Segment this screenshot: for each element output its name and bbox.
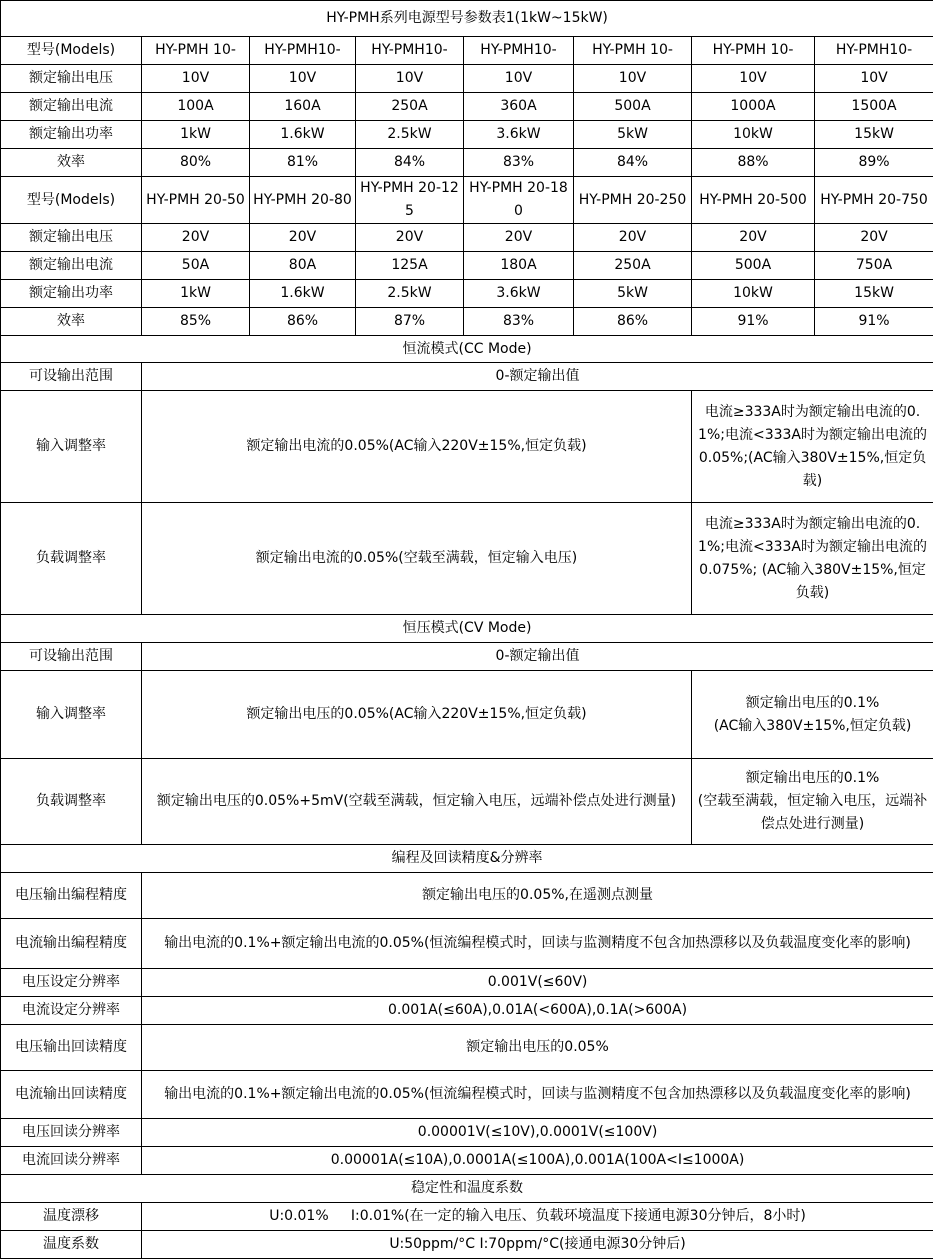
value-cell: 1.6kW — [250, 121, 356, 149]
value-cell: 80% — [142, 149, 250, 177]
value-cell: 20V — [692, 224, 815, 252]
spec-note: 电流≥333A时为额定输出电流的0.1%;电流<333A时为额定输出电流的0.075%; (AC输入380V±15%,恒定负载) — [692, 503, 933, 615]
spec-value: 0-额定输出值 — [142, 643, 933, 671]
model-cell: HY-PMH 20-750 — [815, 177, 933, 224]
spec-value: U:50ppm/°C I:70ppm/°C(接通电源30分钟后) — [142, 1231, 933, 1259]
voltage-row — [1, 65, 933, 93]
table-title: HY-PMH系列电源型号参数表1(1kW~15kW) — [1, 1, 933, 37]
cv-section-header — [1, 615, 933, 643]
section-title: 恒流模式(CC Mode) — [1, 336, 933, 363]
row-label: 额定输出电流 — [1, 93, 142, 121]
spec-note: 电流≥333A时为额定输出电流的0.1%;电流<333A时为额定输出电流的0.05%;(AC输入380V±15%,恒定负载) — [692, 391, 933, 503]
value-cell: 180A — [464, 252, 574, 280]
value-cell: 10V — [815, 65, 933, 93]
row-label: 型号(Models) — [1, 177, 142, 224]
spec-value: 额定输出电压的0.05% — [142, 1025, 933, 1071]
row-label: 输入调整率 — [1, 671, 142, 759]
value-cell: 20V — [815, 224, 933, 252]
value-cell: 1500A — [815, 93, 933, 121]
value-cell: 1kW — [142, 280, 250, 308]
spec-value: 输出电流的0.1%+额定输出电流的0.05%(恒流编程模式时，回读与监测精度不包含加热漂移以及负载温度变化率的影响) — [142, 919, 933, 969]
value-cell: 500A — [574, 93, 692, 121]
value-cell: 20V — [356, 224, 464, 252]
model-cell: HY-PMH10- — [250, 37, 356, 65]
row-label: 可设输出范围 — [1, 363, 142, 391]
value-cell: 500A — [692, 252, 815, 280]
spec-value: 额定输出电压的0.05%(AC输入220V±15%,恒定负载) — [142, 671, 692, 759]
spec-value: 0.00001V(≤10V),0.0001V(≤100V) — [142, 1119, 933, 1147]
prog-section-header — [1, 845, 933, 873]
v-prog-accuracy-row — [1, 873, 933, 919]
value-cell: 10V — [142, 65, 250, 93]
value-cell: 360A — [464, 93, 574, 121]
value-cell: 5kW — [574, 121, 692, 149]
section-title: 编程及回读精度&分辨率 — [1, 845, 933, 873]
value-cell: 250A — [356, 93, 464, 121]
row-label: 电压输出回读精度 — [1, 1025, 142, 1071]
temp-coeff-row — [1, 1231, 933, 1259]
value-cell: 50A — [142, 252, 250, 280]
cv-line-regulation-row — [1, 671, 933, 759]
model-cell: HY-PMH 20-125 — [356, 177, 464, 224]
v-set-resolution-row — [1, 969, 933, 997]
value-cell: 20V — [142, 224, 250, 252]
cc-section-header — [1, 336, 933, 363]
value-cell: 91% — [692, 308, 815, 336]
spec-value: 额定输出电流的0.05%(空载至满载，恒定输入电压) — [142, 503, 692, 615]
stability-section-header — [1, 1175, 933, 1203]
value-cell: 750A — [815, 252, 933, 280]
model-cell: HY-PMH 20-80 — [250, 177, 356, 224]
spec-value: 额定输出电流的0.05%(AC输入220V±15%,恒定负载) — [142, 391, 692, 503]
spec-value: 0.001A(≤60A),0.01A(<600A),0.1A(>600A) — [142, 997, 933, 1025]
value-cell: 10V — [356, 65, 464, 93]
row-label: 电压回读分辨率 — [1, 1119, 142, 1147]
row-label: 电流输出编程精度 — [1, 919, 142, 969]
value-cell: 160A — [250, 93, 356, 121]
spec-value: 0-额定输出值 — [142, 363, 933, 391]
value-cell: 20V — [464, 224, 574, 252]
value-cell: 1.6kW — [250, 280, 356, 308]
voltage-row — [1, 224, 933, 252]
row-label: 额定输出功率 — [1, 121, 142, 149]
value-cell: 2.5kW — [356, 280, 464, 308]
value-cell: 100A — [142, 93, 250, 121]
spec-value: U:0.01% I:0.01%(在一定的输入电压、负载环境温度下接通电源30分钟后，8小时) — [142, 1203, 933, 1231]
model-cell: HY-PMH 10- — [142, 37, 250, 65]
section-title: 恒压模式(CV Mode) — [1, 615, 933, 643]
value-cell: 10kW — [692, 280, 815, 308]
value-cell: 10V — [464, 65, 574, 93]
value-cell: 15kW — [815, 280, 933, 308]
cc-range-row — [1, 363, 933, 391]
value-cell: 10V — [574, 65, 692, 93]
power-row — [1, 121, 933, 149]
cv-load-regulation-row — [1, 759, 933, 845]
spec-note: 额定输出电压的0.1% (AC输入380V±15%,恒定负载) — [692, 671, 933, 759]
value-cell: 83% — [464, 149, 574, 177]
row-label: 效率 — [1, 308, 142, 336]
models-row — [1, 177, 933, 224]
value-cell: 15kW — [815, 121, 933, 149]
i-readback-accuracy-row — [1, 1071, 933, 1119]
value-cell: 81% — [250, 149, 356, 177]
row-label: 温度漂移 — [1, 1203, 142, 1231]
model-cell: HY-PMH 20-250 — [574, 177, 692, 224]
model-cell: HY-PMH 20-500 — [692, 177, 815, 224]
model-cell: HY-PMH 10- — [574, 37, 692, 65]
cc-load-regulation-row — [1, 503, 933, 615]
row-label: 电流回读分辨率 — [1, 1147, 142, 1175]
i-set-resolution-row — [1, 997, 933, 1025]
model-cell: HY-PMH10- — [815, 37, 933, 65]
row-label: 温度系数 — [1, 1231, 142, 1259]
row-label: 额定输出电流 — [1, 252, 142, 280]
cc-line-regulation-row — [1, 391, 933, 503]
i-prog-accuracy-row — [1, 919, 933, 969]
model-cell: HY-PMH10- — [464, 37, 574, 65]
spec-value: 额定输出电压的0.05%+5mV(空载至满载，恒定输入电压，远端补偿点处进行测量) — [142, 759, 692, 845]
cv-range-row — [1, 643, 933, 671]
value-cell: 10V — [250, 65, 356, 93]
row-label: 电压输出编程精度 — [1, 873, 142, 919]
model-cell: HY-PMH 20-180 — [464, 177, 574, 224]
model-cell: HY-PMH 20-50 — [142, 177, 250, 224]
row-label: 可设输出范围 — [1, 643, 142, 671]
row-label: 额定输出电压 — [1, 65, 142, 93]
value-cell: 10V — [692, 65, 815, 93]
efficiency-row — [1, 308, 933, 336]
value-cell: 20V — [574, 224, 692, 252]
value-cell: 20V — [250, 224, 356, 252]
model-cell: HY-PMH 10- — [692, 37, 815, 65]
spec-value: 输出电流的0.1%+额定输出电流的0.05%(恒流编程模式时，回读与监测精度不包含加热漂移以及负载温度变化率的影响) — [142, 1071, 933, 1119]
title-row — [1, 1, 933, 37]
value-cell: 86% — [250, 308, 356, 336]
value-cell: 84% — [356, 149, 464, 177]
value-cell: 1kW — [142, 121, 250, 149]
row-label: 负载调整率 — [1, 503, 142, 615]
value-cell: 2.5kW — [356, 121, 464, 149]
value-cell: 86% — [574, 308, 692, 336]
power-row — [1, 280, 933, 308]
efficiency-row — [1, 149, 933, 177]
value-cell: 80A — [250, 252, 356, 280]
temp-drift-row — [1, 1203, 933, 1231]
spec-value: 0.00001A(≤10A),0.0001A(≤100A),0.001A(100A<I≤1000A) — [142, 1147, 933, 1175]
value-cell: 91% — [815, 308, 933, 336]
value-cell: 84% — [574, 149, 692, 177]
value-cell: 87% — [356, 308, 464, 336]
value-cell: 3.6kW — [464, 121, 574, 149]
row-label: 额定输出电压 — [1, 224, 142, 252]
spec-value: 0.001V(≤60V) — [142, 969, 933, 997]
value-cell: 85% — [142, 308, 250, 336]
models-row — [1, 37, 933, 65]
value-cell: 3.6kW — [464, 280, 574, 308]
v-readback-resolution-row — [1, 1119, 933, 1147]
current-row — [1, 252, 933, 280]
model-cell: HY-PMH10- — [356, 37, 464, 65]
row-label: 电流设定分辨率 — [1, 997, 142, 1025]
value-cell: 83% — [464, 308, 574, 336]
value-cell: 125A — [356, 252, 464, 280]
row-label: 电压设定分辨率 — [1, 969, 142, 997]
row-label: 电流输出回读精度 — [1, 1071, 142, 1119]
section-title: 稳定性和温度系数 — [1, 1175, 933, 1203]
i-readback-resolution-row — [1, 1147, 933, 1175]
v-readback-accuracy-row — [1, 1025, 933, 1071]
row-label: 输入调整率 — [1, 391, 142, 503]
row-label: 负载调整率 — [1, 759, 142, 845]
row-label: 型号(Models) — [1, 37, 142, 65]
value-cell: 5kW — [574, 280, 692, 308]
spec-note: 额定输出电压的0.1% (空载至满载，恒定输入电压，远端补偿点处进行测量) — [692, 759, 933, 845]
row-label: 额定输出功率 — [1, 280, 142, 308]
current-row — [1, 93, 933, 121]
value-cell: 250A — [574, 252, 692, 280]
spec-value: 额定输出电压的0.05%,在遥测点测量 — [142, 873, 933, 919]
value-cell: 1000A — [692, 93, 815, 121]
value-cell: 89% — [815, 149, 933, 177]
value-cell: 88% — [692, 149, 815, 177]
row-label: 效率 — [1, 149, 142, 177]
value-cell: 10kW — [692, 121, 815, 149]
